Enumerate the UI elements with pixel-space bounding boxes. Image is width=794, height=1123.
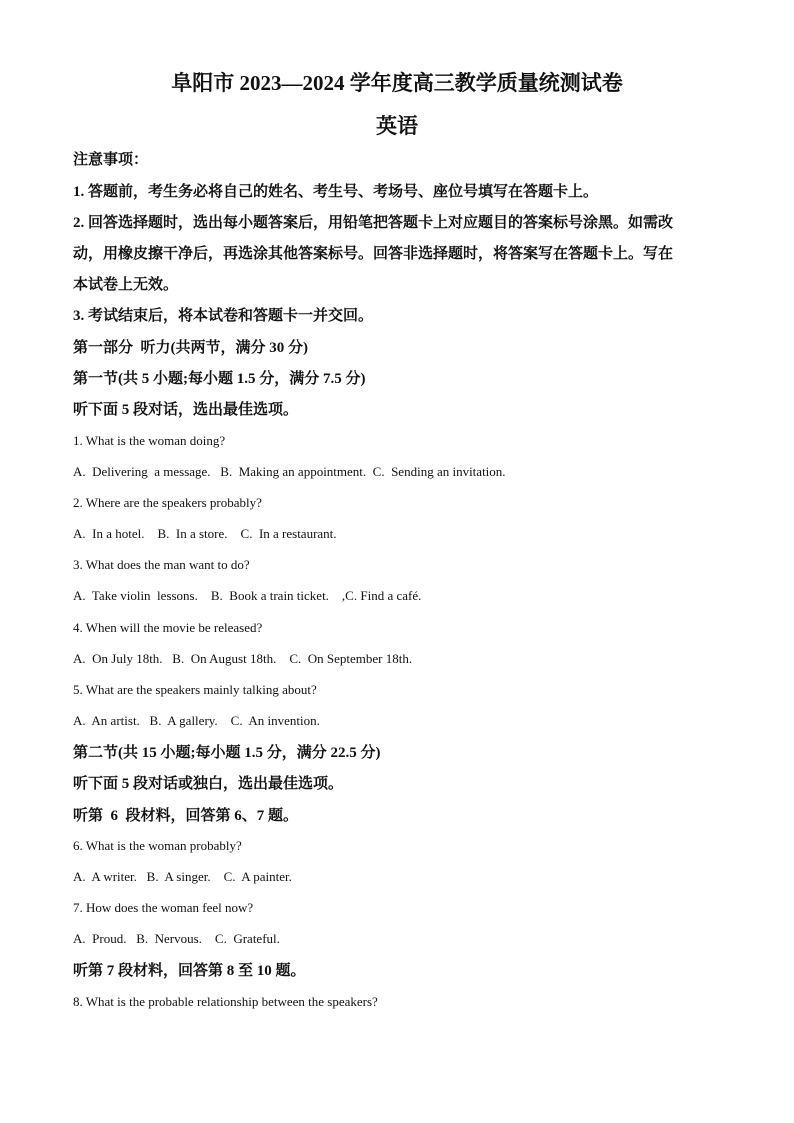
section2-heading: 第二节(共 15 小题;每小题 1.5 分，满分 22.5 分) (73, 745, 381, 761)
question-2-options: A. In a hotel. B. In a store. C. In a restaurant. (73, 526, 337, 541)
question-1-options: A. Delivering a message. B. Making an appointment. C. Sending an invitation. (73, 464, 506, 479)
section2-instruction: 听下面 5 段对话或独白，选出最佳选项。 (73, 776, 344, 792)
question-5-options: A. An artist. B. A gallery. C. An invention. (73, 713, 320, 728)
part1-heading: 第一部分 听力(共两节，满分 30 分) (73, 340, 308, 356)
notice-heading: 注意事项： (73, 152, 149, 168)
subject-title: 英语 (376, 114, 418, 138)
question-7-options: A. Proud. B. Nervous. C. Grateful. (73, 931, 280, 946)
material-6-heading: 听第 6 段材料，回答第 6、7 题。 (73, 808, 299, 824)
notice-item-3: 3. 考试结束后，将本试卷和答题卡一并交回。 (73, 308, 374, 324)
exam-title: 阜阳市 2023—2024 学年度高三教学质量统测试卷 (171, 71, 623, 95)
question-2: 2. Where are the speakers probably? (73, 495, 262, 510)
question-6: 6. What is the woman probably? (73, 838, 242, 853)
question-3-options: A. Take violin lessons. B. Book a train ticket. ,C. Find a café. (73, 588, 422, 603)
material-7-heading: 听第 7 段材料，回答第 8 至 10 题。 (73, 963, 306, 979)
question-4: 4. When will the movie be released? (73, 620, 263, 635)
question-4-options: A. On July 18th. B. On August 18th. C. On September 18th. (73, 651, 413, 666)
section1-heading: 第一节(共 5 小题;每小题 1.5 分，满分 7.5 分) (73, 371, 366, 387)
section1-instruction: 听下面 5 段对话，选出最佳选项。 (73, 402, 299, 418)
question-5: 5. What are the speakers mainly talking about? (73, 682, 317, 697)
notice-item-2-line-2: 动，用橡皮擦干净后，再选涂其他答案标号。回答非选择题时，将答案写在答题卡上。写在 (73, 246, 674, 262)
notice-item-2-line-1: 2. 回答选择题时，选出每小题答案后，用铅笔把答题卡上对应题目的答案标号涂黑。如需改 (73, 215, 674, 231)
question-3: 3. What does the man want to do? (73, 557, 250, 572)
question-1: 1. What is the woman doing? (73, 433, 226, 448)
notice-item-2-line-3: 本试卷上无效。 (73, 277, 179, 293)
notice-item-1: 1. 答题前，考生务必将自己的姓名、考生号、考场号、座位号填写在答题卡上。 (73, 184, 599, 200)
question-8: 8. What is the probable relationship between the speakers? (73, 994, 378, 1009)
question-7: 7. How does the woman feel now? (73, 900, 254, 915)
question-6-options: A. A writer. B. A singer. C. A painter. (73, 869, 292, 884)
